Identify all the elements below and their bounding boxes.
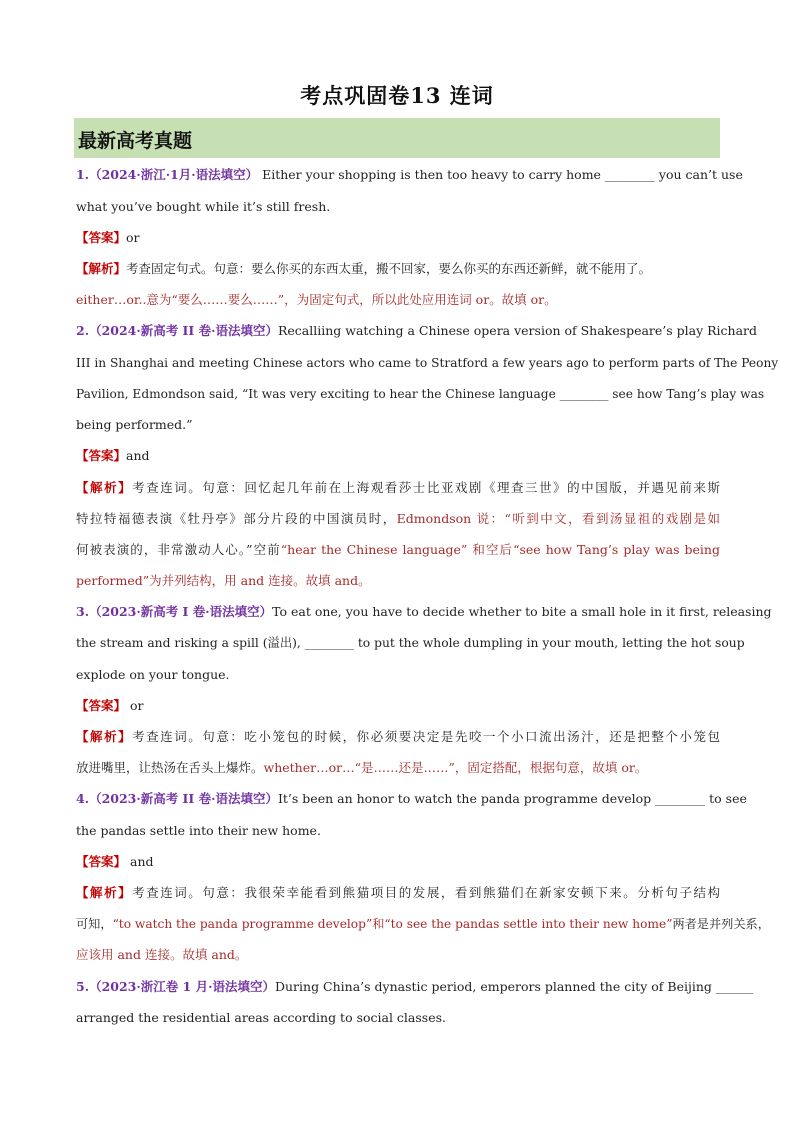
question-source: （2024·新高考 II 卷·语法填空） xyxy=(89,323,278,338)
question-5-line-2: arranged the residential areas according to social classes. xyxy=(76,1010,447,1025)
analysis-text-red: 和 xyxy=(372,917,385,931)
question-text: To eat one, you have to decide whether to bite a small hole in it first, releasing xyxy=(272,604,772,619)
question-4-line-2: the pandas settle into their new home. xyxy=(76,823,321,838)
question-number: 5. xyxy=(76,979,90,994)
question-5-line-1 xyxy=(76,978,754,996)
analysis-2-line-4: performed”为并列结构，用 and 连接。故填 and。 xyxy=(76,573,371,588)
analysis-4-line-3: 应该用 and 连接。故填 and。 xyxy=(76,947,248,962)
analysis-text: 考查固定句式。句意：要么你买的东西太重，搬不回家，要么你买的东西还新鲜，就不能用了。 xyxy=(126,261,652,276)
section-header xyxy=(74,118,720,158)
analysis-tag: 【解析】 xyxy=(76,885,133,900)
answer-value: or xyxy=(126,230,140,245)
analysis-tag: 【解析】 xyxy=(76,261,127,276)
analysis-quote: “to watch the panda programme develop” xyxy=(112,917,373,931)
analysis-3-line-1 xyxy=(76,728,720,746)
answer-1 xyxy=(76,229,720,247)
analysis-text: 两者是并列关系， xyxy=(672,917,770,931)
question-2-line-2: III in Shanghai and meeting Chinese actors who came to Stratford a few years ago to perform parts of The Peony xyxy=(76,356,779,370)
analysis-1-line-2: either…or..意为“要么……要么……”，为固定句式，所以此处应用连词 or。故填 or。 xyxy=(76,292,557,307)
question-2-line-3: Pavilion, Edmondson said, “It was very exciting to hear the Chinese language ________ see how Tang’s play was xyxy=(76,387,765,401)
analysis-1-line-1 xyxy=(76,260,720,278)
question-2-line-1 xyxy=(76,322,758,340)
analysis-2-line-2 xyxy=(76,510,720,528)
answer-4 xyxy=(76,853,720,871)
answer-tag: 【答案】 xyxy=(76,230,127,245)
analysis-tag: 【解析】 xyxy=(76,480,133,495)
question-source: （2023·新高考 I 卷·语法填空） xyxy=(89,604,273,619)
question-number: 1. xyxy=(76,167,90,182)
analysis-text: 何被表演的，非常激动人心。”空前 xyxy=(76,542,281,557)
answer-tag: 【答案】 xyxy=(76,448,127,463)
answer-value: or xyxy=(126,698,144,713)
analysis-quote: “to see the pandas settle into their new home” xyxy=(384,917,673,931)
question-3-line-2: the stream and risking a spill (溢出), ________ to put the whole dumpling in your mouth, letting the hot soup xyxy=(76,636,745,650)
question-source: （2023·新高考 II 卷·语法填空） xyxy=(89,791,278,806)
question-text: Recalliing watching a Chinese opera version of Shakespeare’s play Richard xyxy=(277,323,758,338)
analysis-text-red: 和空后 xyxy=(467,542,514,557)
question-3-line-1 xyxy=(76,603,772,621)
question-number: 4. xyxy=(76,791,90,806)
analysis-4-line-1 xyxy=(76,884,720,902)
analysis-text: 可知， xyxy=(76,917,113,931)
question-text: It’s been an honor to watch the panda programme develop ________ to see xyxy=(277,791,747,806)
analysis-text: 考查连词。句意：我很荣幸能看到熊猫项目的发展，看到熊猫们在新家安顿下来。分析句子结构 xyxy=(132,885,720,900)
question-number: 2. xyxy=(76,323,90,338)
question-3-line-3: explode on your tongue. xyxy=(76,667,230,682)
answer-value: and xyxy=(126,854,154,869)
answer-tag: 【答案】 xyxy=(76,854,127,869)
section-title: 最新高考真题 xyxy=(78,130,193,152)
question-1-line-1 xyxy=(76,166,743,184)
analysis-quote: “hear the Chinese language” xyxy=(280,542,468,557)
analysis-3-line-2 xyxy=(76,759,720,777)
answer-3 xyxy=(76,697,720,715)
question-source: （2023·浙江卷 1 月·语法填空） xyxy=(89,979,275,994)
answer-value: and xyxy=(126,448,150,463)
analysis-text: 考查连词。句意：吃小笼包的时候，你必须要决定是先咬一个小口流出汤汁，还是把整个小笼包 xyxy=(132,729,720,744)
analysis-tag: 【解析】 xyxy=(76,729,133,744)
question-text: Either your shopping is then too heavy to carry home ________ you can’t use xyxy=(258,167,743,182)
answer-tag: 【答案】 xyxy=(76,698,127,713)
analysis-text: 放进嘴里，让热汤在舌头上爆炸。 xyxy=(76,760,264,775)
analysis-4-line-2 xyxy=(76,915,770,933)
question-2-line-4: being performed.” xyxy=(76,417,193,432)
analysis-quote: “see how Tang’s play was being xyxy=(513,542,720,557)
analysis-text-red: Edmondson 说：“听到中文，看到汤显祖的戏剧是如 xyxy=(396,511,720,526)
answer-2 xyxy=(76,447,720,465)
page-title: 考点巩固卷13 连词 xyxy=(300,83,494,108)
analysis-text: 特拉特福德表演《牡丹亭》部分片段的中国演员时， xyxy=(76,511,397,526)
analysis-text: 考查连词。句意：回忆起几年前在上海观看莎士比亚戏剧《理查三世》的中国版，并遇见前来斯 xyxy=(132,480,720,495)
analysis-2-line-3 xyxy=(76,541,720,559)
analysis-2-line-1 xyxy=(76,479,720,497)
question-source: （2024·浙江·1月·语法填空） xyxy=(89,167,259,182)
question-1-line-2: what you’ve bought while it’s still fresh. xyxy=(76,199,331,214)
question-4-line-1 xyxy=(76,790,747,808)
analysis-text-red: whether…or…“是……还是……”，固定搭配，根据句意，故填 or。 xyxy=(263,760,648,775)
question-number: 3. xyxy=(76,604,90,619)
question-text: During China’s dynastic period, emperors planned the city of Beijing ______ xyxy=(274,979,754,994)
